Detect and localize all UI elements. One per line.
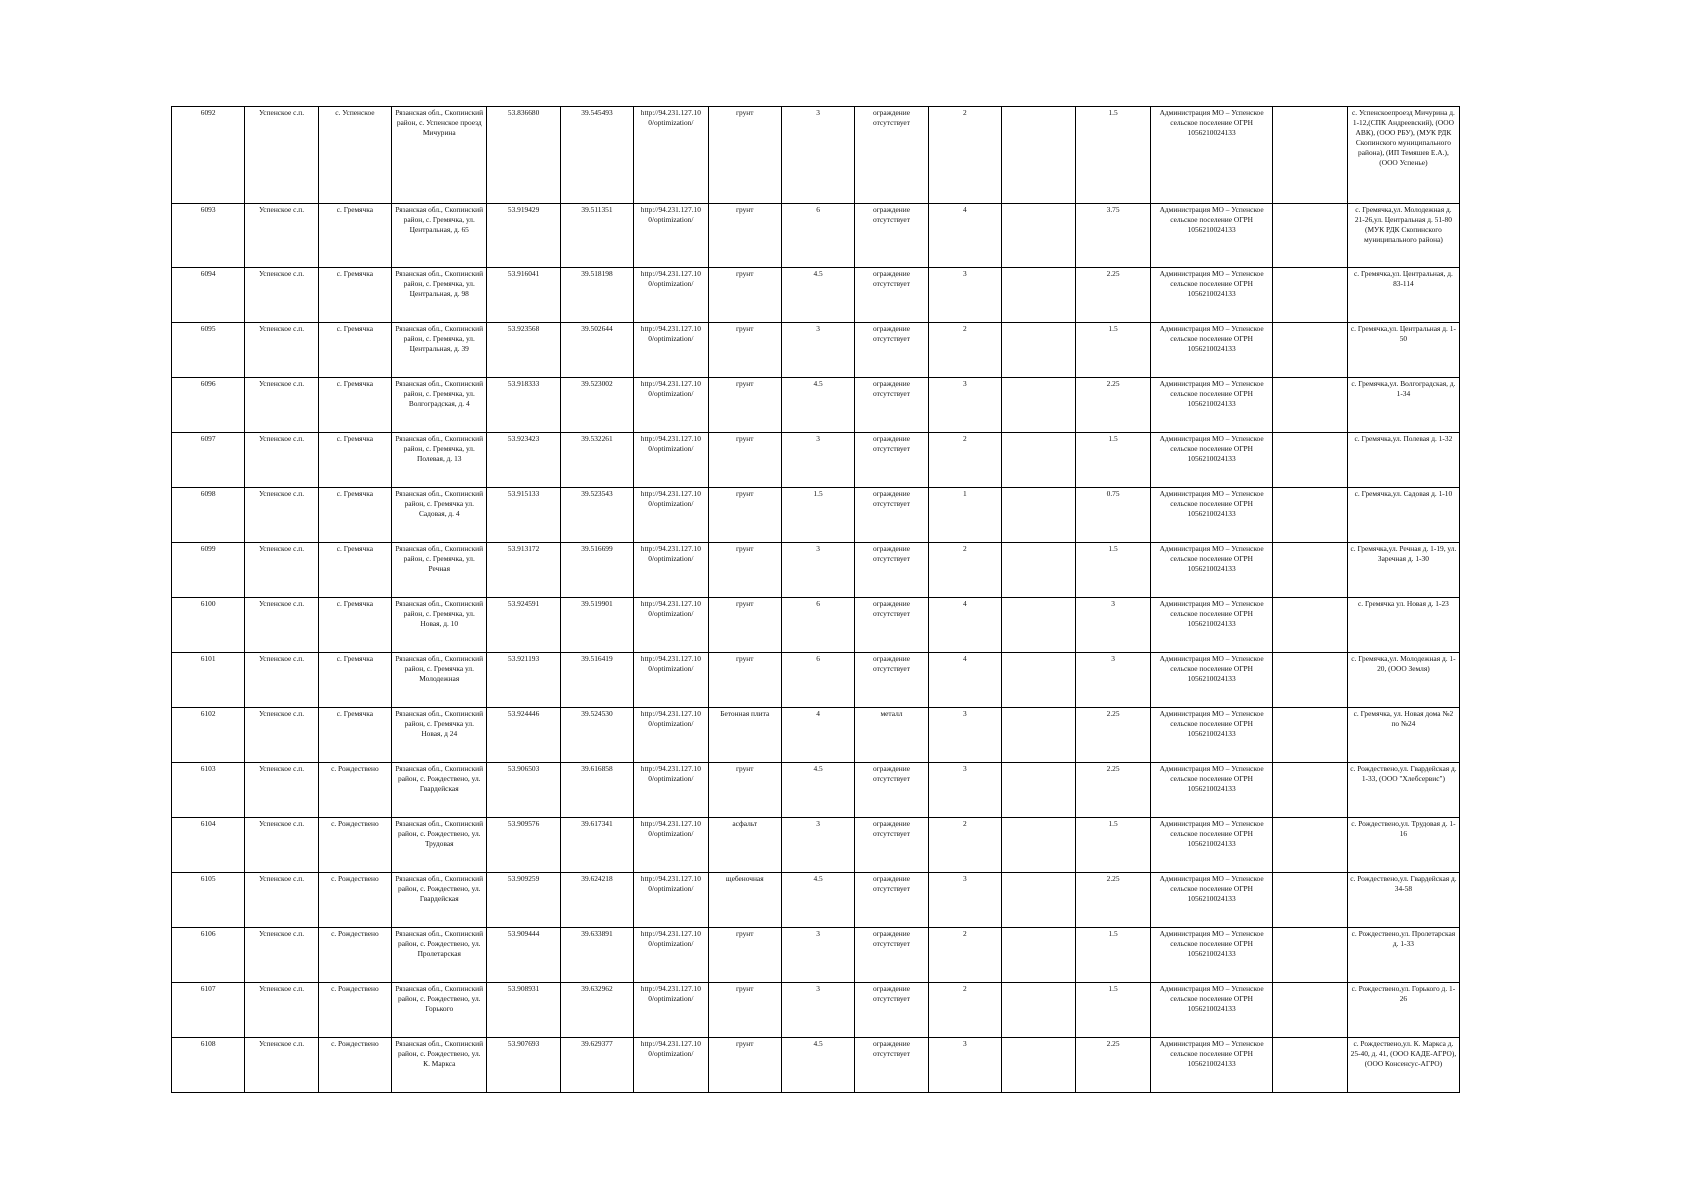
waste-sources-cell: с. Гремячка,ул. Центральная д. 1-50 <box>1347 323 1459 378</box>
fence-cell: ограждение отсутствует <box>855 268 928 323</box>
fence-cell: ограждение отсутствует <box>855 378 928 433</box>
container-count-cell: 3 <box>928 378 1001 433</box>
container-count-cell: 3 <box>928 763 1001 818</box>
settlement-cell: Успенское с.п. <box>245 323 318 378</box>
fence-cell: металл <box>855 708 928 763</box>
surface-cell: грунт <box>708 204 781 268</box>
fence-cell: ограждение отсутствует <box>855 107 928 204</box>
waste-sources-cell: с. Гремячка,ул. Полевая д. 1-32 <box>1347 433 1459 488</box>
longitude-cell: 39.518198 <box>560 268 633 323</box>
settlement-cell: Успенское с.п. <box>245 204 318 268</box>
table-row <box>172 378 1460 433</box>
map-link-cell: http://94.231.127.10 0/optimization/ <box>634 653 708 708</box>
waste-sources-cell: с. Гремячка,ул. Молодежная д. 21-26,ул. Центральная д. 51-80 (МУК РДК Скопинского муниципального района) <box>1347 204 1459 268</box>
address-cell: Рязанская обл., Скопинский район, с. Рождествено, ул. Горького <box>392 983 487 1038</box>
address-cell: Рязанская обл., Скопинский район, с. Рождествено, ул. Гвардейская <box>392 763 487 818</box>
surface-cell: грунт <box>708 763 781 818</box>
owner-cell: Администрация МО – Успенское сельское поселение ОГРН 1056210024133 <box>1150 543 1273 598</box>
latitude-cell: 53.918333 <box>487 378 560 433</box>
latitude-cell: 53.909259 <box>487 873 560 928</box>
settlement-cell: Успенское с.п. <box>245 983 318 1038</box>
table-row <box>172 543 1460 598</box>
latitude-cell: 53.924591 <box>487 598 560 653</box>
table-row <box>172 1038 1460 1093</box>
waste-sources-cell: с. Гремячка,ул. Речная д. 1-19, ул. Заречная д. 1-30 <box>1347 543 1459 598</box>
fence-cell: ограждение отсутствует <box>855 928 928 983</box>
empty-cell <box>1273 598 1347 653</box>
owner-cell: Администрация МО – Успенское сельское поселение ОГРН 1056210024133 <box>1150 1038 1273 1093</box>
empty-cell <box>1273 1038 1347 1093</box>
settlement-cell: Успенское с.п. <box>245 598 318 653</box>
volume-cell: 1.5 <box>1076 107 1150 204</box>
owner-cell: Администрация МО – Успенское сельское поселение ОГРН 1056210024133 <box>1150 763 1273 818</box>
volume-cell: 1.5 <box>1076 323 1150 378</box>
empty-cell <box>1273 433 1347 488</box>
waste-sources-cell: с. Рождествено,ул. Гвардейская д. 1-33, (ООО "Хлебсервис") <box>1347 763 1459 818</box>
locality-cell: с. Гремячка <box>318 598 391 653</box>
owner-cell: Администрация МО – Успенское сельское поселение ОГРН 1056210024133 <box>1150 488 1273 543</box>
map-link-cell: http://94.231.127.10 0/optimization/ <box>634 543 708 598</box>
latitude-cell: 53.907693 <box>487 1038 560 1093</box>
map-link-cell: http://94.231.127.10 0/optimization/ <box>634 928 708 983</box>
map-link-cell: http://94.231.127.10 0/optimization/ <box>634 268 708 323</box>
volume-cell: 2.25 <box>1076 378 1150 433</box>
latitude-cell: 53.909576 <box>487 818 560 873</box>
longitude-cell: 39.519901 <box>560 598 633 653</box>
longitude-cell: 39.502644 <box>560 323 633 378</box>
waste-sources-cell: с. Гремячка ул. Новая д. 1-23 <box>1347 598 1459 653</box>
volume-cell: 1.5 <box>1076 543 1150 598</box>
locality-cell: с. Рождествено <box>318 873 391 928</box>
address-cell: Рязанская обл., Скопинский район, с. Рождествено, ул. Гвардейская <box>392 873 487 928</box>
empty-cell <box>1273 983 1347 1038</box>
settlement-cell: Успенское с.п. <box>245 543 318 598</box>
volume-cell: 1.5 <box>1076 818 1150 873</box>
address-cell: Рязанская обл., Скопинский район, с. Гремячка, ул. Полевая, д. 13 <box>392 433 487 488</box>
fence-cell: ограждение отсутствует <box>855 598 928 653</box>
container-count-cell: 4 <box>928 204 1001 268</box>
empty-cell <box>1002 323 1076 378</box>
map-link-cell: http://94.231.127.10 0/optimization/ <box>634 708 708 763</box>
fence-cell: ограждение отсутствует <box>855 983 928 1038</box>
area-cell: 6 <box>781 598 854 653</box>
longitude-cell: 39.624218 <box>560 873 633 928</box>
latitude-cell: 53.924446 <box>487 708 560 763</box>
locality-cell: с. Гремячка <box>318 708 391 763</box>
empty-cell <box>1273 107 1347 204</box>
locality-cell: с. Рождествено <box>318 763 391 818</box>
area-cell: 6 <box>781 653 854 708</box>
area-cell: 4.5 <box>781 873 854 928</box>
container-count-cell: 3 <box>928 1038 1001 1093</box>
waste-sources-cell: с. Рождествено,ул. Пролетарская д. 1-33 <box>1347 928 1459 983</box>
empty-cell <box>1002 488 1076 543</box>
map-link-cell: http://94.231.127.10 0/optimization/ <box>634 204 708 268</box>
container-count-cell: 2 <box>928 818 1001 873</box>
table-row <box>172 983 1460 1038</box>
settlement-cell: Успенское с.п. <box>245 433 318 488</box>
surface-cell: грунт <box>708 107 781 204</box>
map-link-cell: http://94.231.127.10 0/optimization/ <box>634 378 708 433</box>
longitude-cell: 39.523002 <box>560 378 633 433</box>
owner-cell: Администрация МО – Успенское сельское поселение ОГРН 1056210024133 <box>1150 928 1273 983</box>
empty-cell <box>1002 818 1076 873</box>
longitude-cell: 39.633891 <box>560 928 633 983</box>
address-cell: Рязанская обл., Скопинский район, с. Рождествено, ул. Трудовая <box>392 818 487 873</box>
map-link-cell: http://94.231.127.10 0/optimization/ <box>634 818 708 873</box>
owner-cell: Администрация МО – Успенское сельское поселение ОГРН 1056210024133 <box>1150 983 1273 1038</box>
longitude-cell: 39.616858 <box>560 763 633 818</box>
container-count-cell: 2 <box>928 983 1001 1038</box>
waste-sites-table <box>171 106 1460 1093</box>
empty-cell <box>1002 873 1076 928</box>
volume-cell: 3 <box>1076 653 1150 708</box>
latitude-cell: 53.906503 <box>487 763 560 818</box>
address-cell: Рязанская обл., Скопинский район, с. Гремячка ул. Садовая, д. 4 <box>392 488 487 543</box>
area-cell: 3 <box>781 323 854 378</box>
site-id-cell: 6103 <box>172 763 245 818</box>
owner-cell: Администрация МО – Успенское сельское поселение ОГРН 1056210024133 <box>1150 268 1273 323</box>
container-count-cell: 2 <box>928 433 1001 488</box>
map-link-cell: http://94.231.127.10 0/optimization/ <box>634 873 708 928</box>
locality-cell: с. Гремячка <box>318 268 391 323</box>
map-link-cell: http://94.231.127.10 0/optimization/ <box>634 323 708 378</box>
fence-cell: ограждение отсутствует <box>855 323 928 378</box>
container-count-cell: 2 <box>928 107 1001 204</box>
fence-cell: ограждение отсутствует <box>855 488 928 543</box>
fence-cell: ограждение отсутствует <box>855 433 928 488</box>
empty-cell <box>1273 323 1347 378</box>
locality-cell: с. Рождествено <box>318 1038 391 1093</box>
empty-cell <box>1002 708 1076 763</box>
map-link-cell: http://94.231.127.10 0/optimization/ <box>634 983 708 1038</box>
owner-cell: Администрация МО – Успенское сельское поселение ОГРН 1056210024133 <box>1150 653 1273 708</box>
owner-cell: Администрация МО – Успенское сельское поселение ОГРН 1056210024133 <box>1150 378 1273 433</box>
locality-cell: с. Гремячка <box>318 488 391 543</box>
map-link-cell: http://94.231.127.10 0/optimization/ <box>634 763 708 818</box>
surface-cell: грунт <box>708 543 781 598</box>
empty-cell <box>1002 928 1076 983</box>
locality-cell: с. Гремячка <box>318 653 391 708</box>
volume-cell: 2.25 <box>1076 1038 1150 1093</box>
latitude-cell: 53.836680 <box>487 107 560 204</box>
site-id-cell: 6093 <box>172 204 245 268</box>
table-row <box>172 763 1460 818</box>
site-id-cell: 6095 <box>172 323 245 378</box>
owner-cell: Администрация МО – Успенское сельское поселение ОГРН 1056210024133 <box>1150 323 1273 378</box>
empty-cell <box>1273 708 1347 763</box>
container-count-cell: 4 <box>928 653 1001 708</box>
owner-cell: Администрация МО – Успенское сельское поселение ОГРН 1056210024133 <box>1150 708 1273 763</box>
site-id-cell: 6101 <box>172 653 245 708</box>
owner-cell: Администрация МО – Успенское сельское поселение ОГРН 1056210024133 <box>1150 818 1273 873</box>
empty-cell <box>1273 268 1347 323</box>
volume-cell: 1.5 <box>1076 928 1150 983</box>
locality-cell: с. Рождествено <box>318 983 391 1038</box>
locality-cell: с. Рождествено <box>318 928 391 983</box>
address-cell: Рязанская обл., Скопинский район, с. Успенское проезд Мичурина <box>392 107 487 204</box>
latitude-cell: 53.923568 <box>487 323 560 378</box>
fence-cell: ограждение отсутствует <box>855 204 928 268</box>
surface-cell: грунт <box>708 488 781 543</box>
surface-cell: грунт <box>708 268 781 323</box>
container-count-cell: 3 <box>928 268 1001 323</box>
table-row <box>172 818 1460 873</box>
waste-sources-cell: с. Гремячка, ул. Новая дома №2 по №24 <box>1347 708 1459 763</box>
latitude-cell: 53.909444 <box>487 928 560 983</box>
address-cell: Рязанская обл., Скопинский район, с. Гремячка, ул. Речная <box>392 543 487 598</box>
table-body <box>172 107 1460 1093</box>
waste-sources-cell: с. Успенскоепроезд Мичурина д. 1-12,(СПК Андреевский), (ООО АВК), (ООО РБУ), (МУК РДК Скопинского муниципального района), (ИП Темяшев Е.А.), (ООО Успенье) <box>1347 107 1459 204</box>
fence-cell: ограждение отсутствует <box>855 873 928 928</box>
locality-cell: с. Гремячка <box>318 433 391 488</box>
area-cell: 4.5 <box>781 1038 854 1093</box>
latitude-cell: 53.915133 <box>487 488 560 543</box>
empty-cell <box>1002 204 1076 268</box>
longitude-cell: 39.524530 <box>560 708 633 763</box>
site-id-cell: 6098 <box>172 488 245 543</box>
site-id-cell: 6106 <box>172 928 245 983</box>
area-cell: 3 <box>781 928 854 983</box>
empty-cell <box>1002 378 1076 433</box>
latitude-cell: 53.916041 <box>487 268 560 323</box>
site-id-cell: 6105 <box>172 873 245 928</box>
fence-cell: ограждение отсутствует <box>855 543 928 598</box>
latitude-cell: 53.921193 <box>487 653 560 708</box>
address-cell: Рязанская обл., Скопинский район, с. Рождествено, ул. К. Маркса <box>392 1038 487 1093</box>
settlement-cell: Успенское с.п. <box>245 708 318 763</box>
empty-cell <box>1273 763 1347 818</box>
settlement-cell: Успенское с.п. <box>245 873 318 928</box>
settlement-cell: Успенское с.п. <box>245 928 318 983</box>
volume-cell: 2.25 <box>1076 873 1150 928</box>
container-count-cell: 3 <box>928 708 1001 763</box>
longitude-cell: 39.632962 <box>560 983 633 1038</box>
volume-cell: 2.25 <box>1076 268 1150 323</box>
site-id-cell: 6094 <box>172 268 245 323</box>
table-row <box>172 928 1460 983</box>
address-cell: Рязанская обл., Скопинский район, с. Гремячка, ул. Новая, д. 10 <box>392 598 487 653</box>
empty-cell <box>1273 543 1347 598</box>
empty-cell <box>1273 653 1347 708</box>
empty-cell <box>1273 818 1347 873</box>
table-row <box>172 873 1460 928</box>
locality-cell: с. Гремячка <box>318 204 391 268</box>
locality-cell: с. Успенское <box>318 107 391 204</box>
empty-cell <box>1002 433 1076 488</box>
surface-cell: грунт <box>708 1038 781 1093</box>
site-id-cell: 6092 <box>172 107 245 204</box>
empty-cell <box>1002 598 1076 653</box>
volume-cell: 0.75 <box>1076 488 1150 543</box>
site-id-cell: 6107 <box>172 983 245 1038</box>
longitude-cell: 39.516699 <box>560 543 633 598</box>
container-count-cell: 4 <box>928 598 1001 653</box>
container-count-cell: 2 <box>928 323 1001 378</box>
locality-cell: с. Гремячка <box>318 323 391 378</box>
waste-sources-cell: с. Гремячка,ул. Центральная, д. 83-114 <box>1347 268 1459 323</box>
waste-sources-cell: с. Рождествено,ул. Гвардейская д. 34-58 <box>1347 873 1459 928</box>
empty-cell <box>1002 107 1076 204</box>
address-cell: Рязанская обл., Скопинский район, с. Гремячка, ул. Волгоградская, д. 4 <box>392 378 487 433</box>
address-cell: Рязанская обл., Скопинский район, с. Гремячка ул. Новая, д 24 <box>392 708 487 763</box>
fence-cell: ограждение отсутствует <box>855 818 928 873</box>
longitude-cell: 39.511351 <box>560 204 633 268</box>
volume-cell: 2.25 <box>1076 763 1150 818</box>
map-link-cell: http://94.231.127.10 0/optimization/ <box>634 433 708 488</box>
locality-cell: с. Гремячка <box>318 543 391 598</box>
empty-cell <box>1273 378 1347 433</box>
area-cell: 3 <box>781 107 854 204</box>
table-row <box>172 708 1460 763</box>
latitude-cell: 53.919429 <box>487 204 560 268</box>
settlement-cell: Успенское с.п. <box>245 763 318 818</box>
empty-cell <box>1273 488 1347 543</box>
volume-cell: 1.5 <box>1076 983 1150 1038</box>
area-cell: 4.5 <box>781 268 854 323</box>
fence-cell: ограждение отсутствует <box>855 653 928 708</box>
site-id-cell: 6097 <box>172 433 245 488</box>
area-cell: 6 <box>781 204 854 268</box>
area-cell: 3 <box>781 983 854 1038</box>
map-link-cell: http://94.231.127.10 0/optimization/ <box>634 107 708 204</box>
empty-cell <box>1273 928 1347 983</box>
surface-cell: щебеночная <box>708 873 781 928</box>
site-id-cell: 6108 <box>172 1038 245 1093</box>
volume-cell: 2.25 <box>1076 708 1150 763</box>
volume-cell: 3 <box>1076 598 1150 653</box>
surface-cell: Бетонная плита <box>708 708 781 763</box>
surface-cell: асфальт <box>708 818 781 873</box>
site-id-cell: 6099 <box>172 543 245 598</box>
area-cell: 4.5 <box>781 378 854 433</box>
surface-cell: грунт <box>708 928 781 983</box>
table-row <box>172 323 1460 378</box>
map-link-cell: http://94.231.127.10 0/optimization/ <box>634 598 708 653</box>
empty-cell <box>1273 873 1347 928</box>
empty-cell <box>1273 204 1347 268</box>
fence-cell: ограждение отсутствует <box>855 763 928 818</box>
table-row <box>172 598 1460 653</box>
owner-cell: Администрация МО – Успенское сельское поселение ОГРН 1056210024133 <box>1150 598 1273 653</box>
empty-cell <box>1002 983 1076 1038</box>
site-id-cell: 6096 <box>172 378 245 433</box>
owner-cell: Администрация МО – Успенское сельское поселение ОГРН 1056210024133 <box>1150 433 1273 488</box>
longitude-cell: 39.516419 <box>560 653 633 708</box>
surface-cell: грунт <box>708 433 781 488</box>
map-link-cell: http://94.231.127.10 0/optimization/ <box>634 488 708 543</box>
volume-cell: 1.5 <box>1076 433 1150 488</box>
area-cell: 4 <box>781 708 854 763</box>
area-cell: 1.5 <box>781 488 854 543</box>
address-cell: Рязанская обл., Скопинский район, с. Гремячка, ул. Центральная, д. 65 <box>392 204 487 268</box>
surface-cell: грунт <box>708 323 781 378</box>
container-count-cell: 3 <box>928 873 1001 928</box>
area-cell: 3 <box>781 543 854 598</box>
site-id-cell: 6104 <box>172 818 245 873</box>
address-cell: Рязанская обл., Скопинский район, с. Гремячка, ул. Центральная, д. 39 <box>392 323 487 378</box>
settlement-cell: Успенское с.п. <box>245 818 318 873</box>
waste-sources-cell: с. Рождествено,ул. Горького д. 1-26 <box>1347 983 1459 1038</box>
settlement-cell: Успенское с.п. <box>245 653 318 708</box>
table-row <box>172 268 1460 323</box>
owner-cell: Администрация МО – Успенское сельское поселение ОГРН 1056210024133 <box>1150 204 1273 268</box>
latitude-cell: 53.913172 <box>487 543 560 598</box>
waste-sources-cell: с. Гремячка,ул. Молодежная д. 1-20, (ООО Земля) <box>1347 653 1459 708</box>
longitude-cell: 39.545493 <box>560 107 633 204</box>
address-cell: Рязанская обл., Скопинский район, с. Гремячка, ул. Центральная, д. 98 <box>392 268 487 323</box>
area-cell: 3 <box>781 818 854 873</box>
empty-cell <box>1002 763 1076 818</box>
site-id-cell: 6100 <box>172 598 245 653</box>
settlement-cell: Успенское с.п. <box>245 1038 318 1093</box>
settlement-cell: Успенское с.п. <box>245 268 318 323</box>
map-link-cell: http://94.231.127.10 0/optimization/ <box>634 1038 708 1093</box>
latitude-cell: 53.923423 <box>487 433 560 488</box>
area-cell: 3 <box>781 433 854 488</box>
empty-cell <box>1002 543 1076 598</box>
settlement-cell: Успенское с.п. <box>245 378 318 433</box>
empty-cell <box>1002 268 1076 323</box>
empty-cell <box>1002 653 1076 708</box>
locality-cell: с. Рождествено <box>318 818 391 873</box>
container-count-cell: 2 <box>928 928 1001 983</box>
area-cell: 4.5 <box>781 763 854 818</box>
surface-cell: грунт <box>708 378 781 433</box>
fence-cell: ограждение отсутствует <box>855 1038 928 1093</box>
locality-cell: с. Гремячка <box>318 378 391 433</box>
settlement-cell: Успенское с.п. <box>245 488 318 543</box>
waste-sources-cell: с. Гремячка,ул. Волгоградская, д. 1-34 <box>1347 378 1459 433</box>
surface-cell: грунт <box>708 598 781 653</box>
surface-cell: грунт <box>708 983 781 1038</box>
address-cell: Рязанская обл., Скопинский район, с. Рождествено, ул. Пролетарская <box>392 928 487 983</box>
container-count-cell: 1 <box>928 488 1001 543</box>
longitude-cell: 39.617341 <box>560 818 633 873</box>
surface-cell: грунт <box>708 653 781 708</box>
latitude-cell: 53.908931 <box>487 983 560 1038</box>
table-row <box>172 433 1460 488</box>
table-row <box>172 204 1460 268</box>
waste-sources-cell: с. Рождествено,ул. К. Маркса д. 25-40, д. 41, (ООО КАДЕ-АГРО), (ООО Консенсус-АГРО) <box>1347 1038 1459 1093</box>
table-row <box>172 107 1460 204</box>
owner-cell: Администрация МО – Успенское сельское поселение ОГРН 1056210024133 <box>1150 873 1273 928</box>
container-count-cell: 2 <box>928 543 1001 598</box>
waste-sources-cell: с. Гремячка,ул. Садовая д. 1-10 <box>1347 488 1459 543</box>
table-row <box>172 488 1460 543</box>
empty-cell <box>1002 1038 1076 1093</box>
longitude-cell: 39.629377 <box>560 1038 633 1093</box>
settlement-cell: Успенское с.п. <box>245 107 318 204</box>
table-row <box>172 653 1460 708</box>
address-cell: Рязанская обл., Скопинский район, с. Гремячка ул. Молодежная <box>392 653 487 708</box>
waste-sources-cell: с. Рождествено,ул. Трудовая д. 1-16 <box>1347 818 1459 873</box>
volume-cell: 3.75 <box>1076 204 1150 268</box>
longitude-cell: 39.523543 <box>560 488 633 543</box>
site-id-cell: 6102 <box>172 708 245 763</box>
owner-cell: Администрация МО – Успенское сельское поселение ОГРН 1056210024133 <box>1150 107 1273 204</box>
longitude-cell: 39.532261 <box>560 433 633 488</box>
